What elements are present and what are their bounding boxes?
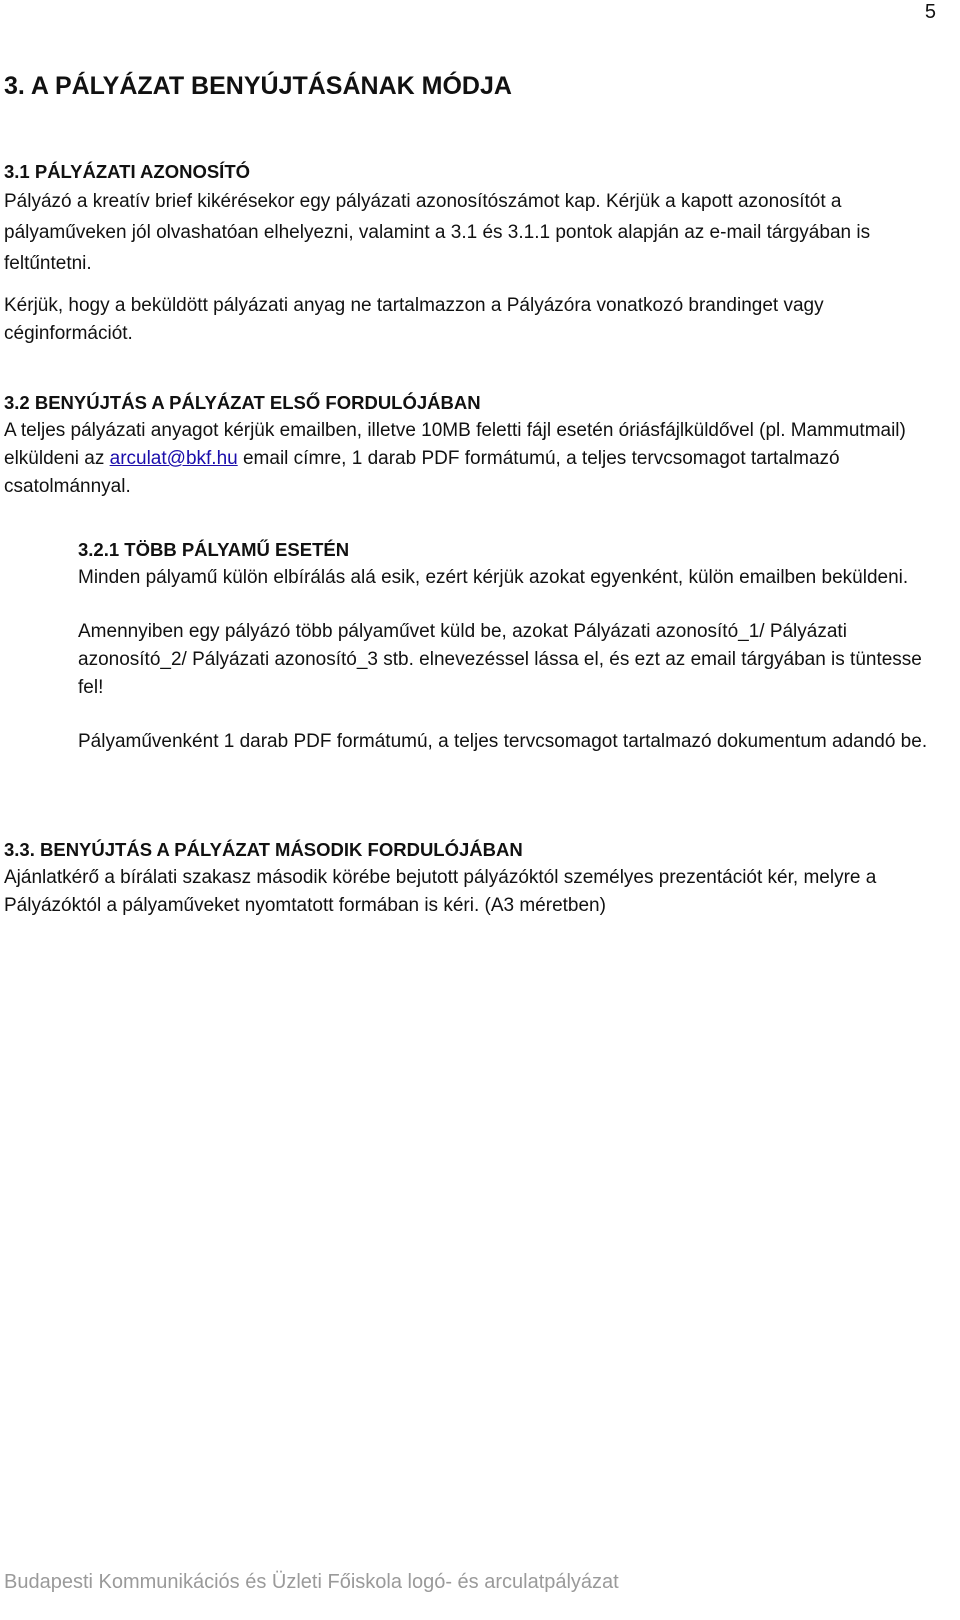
section-3-1-paragraph-1: Pályázó a kreatív brief kikérésekor egy pályázati azonosítószámot kap. Kérjük a kapott azonosítót a pályaműveken jól olvashatóan elhelyezni, valamint a 3.1 és 3.1.1 pontok alapján az e-mail tárgyában is feltűntetni.	[4, 191, 871, 274]
footer-text: Budapesti Kommunikációs és Üzleti Főiskola logó- és arculatpályázat	[4, 1571, 619, 1593]
section-3-3	[4, 836, 924, 920]
section-3-2-heading: 3.2 BENYÚJTÁS A PÁLYÁZAT ELSŐ FORDULÓJÁBAN	[4, 392, 481, 413]
section-3-2-text-before-link: A teljes pályázati anyagot kérjük emailben, illetve 10MB feletti fájl esetén óriásfájlküldővel (pl. Mammutmail) elküldeni az	[4, 420, 906, 469]
section-3-3-paragraph: Ajánlatkérő a bírálati szakasz második körébe bejutott pályázóktól személyes prezentációt kér, melyre a Pályázóktól a pályaműveket nyomtatott formában is kéri. (A3 méretben)	[4, 867, 877, 916]
section-3-1-paragraph-2: Kérjük, hogy a beküldött pályázati anyag ne tartalmazzon a Pályázóra vonatkozó brandinget vagy céginformációt.	[4, 295, 824, 344]
section-3-2-text-after-link: email címre, 1 darab PDF formátumú, a teljes tervcsomagot tartalmazó csatolmánnyal.	[4, 448, 840, 497]
section-3-2-1	[78, 536, 938, 756]
main-heading: 3. A PÁLYÁZAT BENYÚJTÁSÁNAK MÓDJA	[4, 72, 512, 100]
section-3-2-1-heading: 3.2.1 TÖBB PÁLYAMŰ ESETÉN	[78, 539, 350, 560]
section-3-3-heading: 3.3. BENYÚJTÁS A PÁLYÁZAT MÁSODIK FORDULÓJÁBAN	[4, 839, 523, 860]
section-3-2-1-paragraph-1: Minden pályamű külön elbírálás alá esik, ezért kérjük azokat egyenként, külön emailben beküldeni.	[78, 567, 909, 588]
section-3-2	[4, 389, 924, 501]
section-3-1	[4, 158, 924, 348]
email-link[interactable]: arculat@bkf.hu	[109, 448, 238, 469]
page-number: 5	[924, 1, 936, 23]
section-3-1-heading: 3.1 PÁLYÁZATI AZONOSÍTÓ	[4, 161, 251, 182]
section-3-2-1-paragraph-3: Pályaművenként 1 darab PDF formátumú, a teljes tervcsomagot tartalmazó dokumentum adandó be.	[78, 731, 928, 752]
section-3-2-1-paragraph-2: Amennyiben egy pályázó több pályaművet küld be, azokat Pályázati azonosító_1/ Pályázati azonosító_2/ Pályázati azonosító_3 stb. elnevezéssel lássa el, és ezt az email tárgyában is tüntesse fel!	[78, 621, 922, 698]
section-3-2-paragraph	[4, 417, 924, 501]
